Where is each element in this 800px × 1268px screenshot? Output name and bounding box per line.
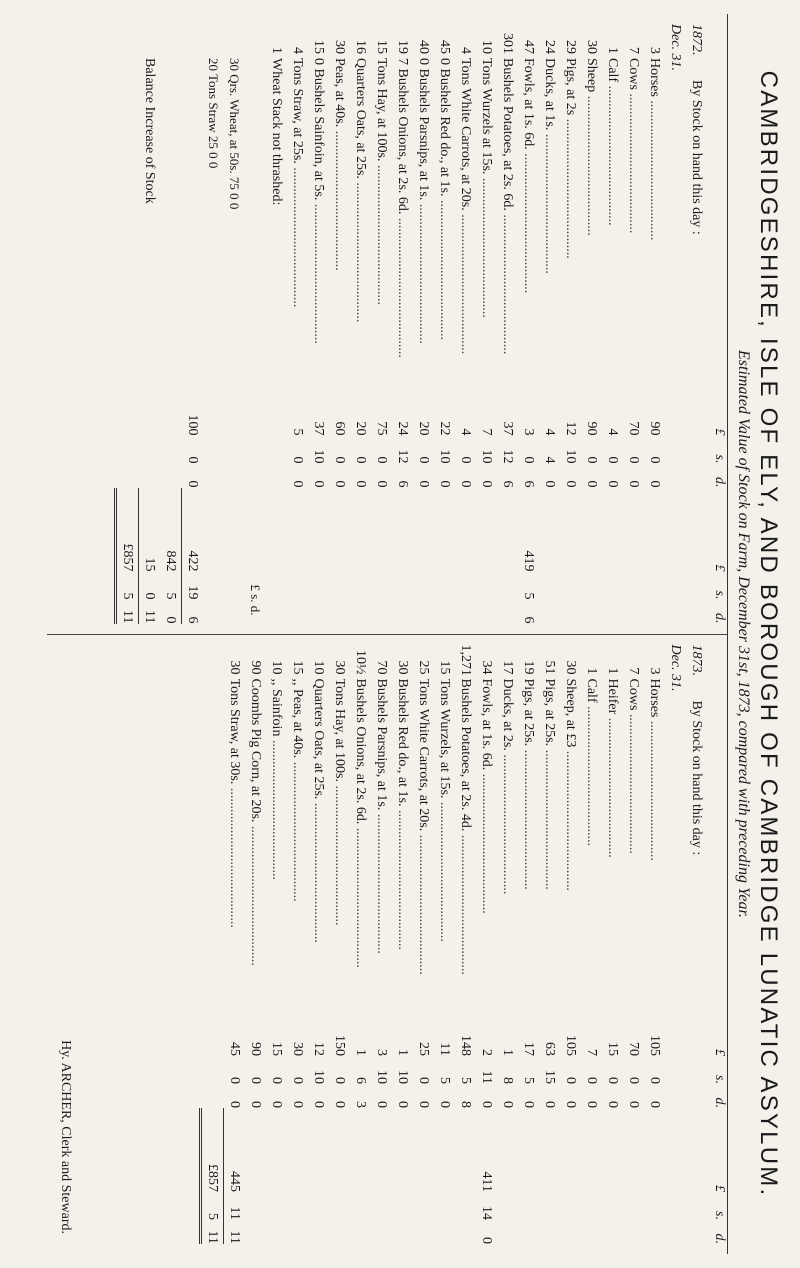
- ledger-row: 1 Calf ........................................ 7 0 0: [581, 645, 602, 1245]
- total-row: [160, 24, 182, 624]
- item-pounds: 60: [332, 421, 347, 436]
- ledger-row: 47 Fowls, at 1s. 6d. ........................................ 3 0 6 419 5 6: [518, 24, 539, 624]
- item-desc: ,, Sainfoin: [269, 678, 284, 737]
- item-pence: 0: [542, 1101, 557, 1108]
- wheat-total-pounds: 100: [185, 414, 200, 436]
- date-line: Dec. 31.: [668, 644, 683, 692]
- item-pounds: 25: [416, 1042, 431, 1056]
- total-shillings: 19: [185, 585, 200, 600]
- item-shillings: 10: [374, 1070, 389, 1084]
- item-qty: 4: [290, 47, 305, 54]
- item-shillings: 0: [353, 456, 368, 464]
- total-row: [139, 24, 160, 624]
- ledger-row: 30 Bushels Red do., at 1s. ........................................ 1 10 0: [392, 645, 413, 1245]
- item-pence: 0: [395, 1101, 410, 1108]
- livestock-list-1872: [518, 24, 665, 624]
- total-pence: 11: [120, 610, 135, 624]
- ledger-row: 19 7 Bushels Onions, at 2s. 6d. ........................................ 24 12 6: [392, 24, 413, 624]
- item-shillings: 0: [269, 1077, 284, 1084]
- ledger-row: 24 Ducks, at 1s. ........................................ 4 4 0: [539, 24, 560, 624]
- item-desc: 0 Bushels Parsnips, at 1s.: [416, 58, 431, 201]
- item-qty: 1: [584, 667, 599, 675]
- item-shillings: 15: [542, 1070, 557, 1084]
- item-shillings: 12: [395, 449, 410, 464]
- item-pounds: 20: [416, 421, 431, 436]
- wheat-total-shillings: 0: [185, 456, 200, 464]
- ledger-row: 30 Tons Hay, at 100s. ........................................ 150 0 0: [329, 645, 350, 1245]
- page-subtitle: Estimated Value of Stock on Farm, December 31st, 1873, compared with preceding Year.: [735, 350, 752, 918]
- item-qty: 15: [311, 40, 326, 54]
- ledger-row: 30 Peas, at 40s. ........................................ 60 0 0: [329, 24, 350, 624]
- total-pence: 0: [163, 616, 178, 624]
- item-pounds: 1: [353, 1049, 368, 1056]
- item-qty: 24: [542, 40, 557, 54]
- wheat-desc: 20 Tons Straw 25 0 0: [206, 58, 221, 169]
- balance-label: Balance Increase of Stock: [142, 58, 157, 204]
- ledger-row: 3 Horses ........................................ 90 0 0: [644, 24, 665, 624]
- wheat-total-pence: 0: [185, 480, 200, 488]
- produce-list-1872: [266, 24, 518, 624]
- totals-1873: [199, 645, 224, 1245]
- stock-heading: 1873. By Stock on hand this day :: [689, 644, 704, 856]
- item-qty: 17: [500, 660, 515, 675]
- item-shillings: 0: [458, 456, 473, 464]
- item-desc: Bushels Parsnips, at 1s.: [374, 678, 389, 811]
- item-desc: Bushels Onions, at 2s. 6d.: [353, 678, 368, 825]
- item-pence: 0: [584, 480, 599, 488]
- item-pounds: 15: [605, 1042, 620, 1056]
- item-desc: Fowls, at 1s. 6d.: [521, 58, 536, 150]
- item-desc: 0 Bushels Red do., at 1s.: [437, 58, 452, 197]
- item-pence: 0: [626, 1101, 641, 1108]
- item-shillings: 0: [248, 1077, 263, 1084]
- wheat-sub-header: £ s. d.: [248, 584, 263, 616]
- item-pence: 0: [647, 1101, 662, 1108]
- item-pounds: 7: [584, 1049, 599, 1056]
- signature: Hy. ARCHER, Clerk and Steward.: [58, 1040, 73, 1234]
- item-pounds: 90: [647, 421, 662, 436]
- item-shillings: 10: [311, 449, 326, 464]
- livestock-list-1873: [476, 645, 665, 1245]
- item-desc: Heifer: [605, 678, 620, 715]
- item-desc: Coombs Pig Corn, at 20s.: [248, 678, 263, 823]
- item-pounds: 63: [542, 1042, 557, 1056]
- item-desc: Tons Straw, at 25s.: [290, 58, 305, 164]
- item-qty: 30: [332, 40, 347, 54]
- item-pence: 0: [479, 1101, 494, 1108]
- ledger-row: 29 Pigs, at 2s ........................................ 12 10 0: [560, 24, 581, 624]
- item-pence: 0: [542, 480, 557, 488]
- item-pounds: 15: [269, 1042, 284, 1056]
- item-desc: Tons White Carrots, at 20s.: [416, 678, 431, 832]
- item-pounds: 148: [458, 1035, 473, 1056]
- item-desc: Sheep, at £3: [563, 678, 578, 748]
- item-pence: 0: [584, 1101, 599, 1108]
- item-pence: 0: [311, 1101, 326, 1108]
- item-shillings: 0: [647, 1077, 662, 1084]
- page-title: CAMBRIDGESHIRE, ISLE OF ELY, AND BOROUGH OF CAMBRIDGE LUNATIC ASYLUM.: [755, 70, 782, 1198]
- item-shillings: 0: [416, 456, 431, 464]
- item-qty: 30: [332, 660, 347, 675]
- total-pence: 6: [521, 616, 536, 624]
- item-pence: 0: [563, 1101, 578, 1108]
- item-desc: Tons Straw, at 30s.: [227, 678, 242, 785]
- item-desc: Quarters Oats, at 25s.: [353, 58, 368, 179]
- item-shillings: 10: [563, 449, 578, 464]
- total-pounds: £857: [205, 1164, 220, 1192]
- item-shillings: 10: [311, 1070, 326, 1084]
- item-qty: 16: [353, 40, 368, 54]
- total-row: [114, 24, 139, 624]
- item-pounds: 75: [374, 421, 389, 436]
- ledger-row: 30 Sheep, at £3 ........................................ 105 0 0: [560, 645, 581, 1245]
- item-desc: 0 Bushels Sainfoin, at 5s.: [311, 58, 326, 201]
- item-pounds: 30: [290, 1042, 305, 1056]
- total-shillings: 5: [163, 592, 178, 600]
- item-qty: 25: [416, 660, 431, 675]
- item-desc: Calf: [605, 58, 620, 83]
- item-qty: 10: [269, 660, 284, 675]
- item-qty: 15: [437, 660, 452, 675]
- item-shillings: 5: [437, 1077, 452, 1084]
- total-shillings: 5: [205, 1213, 220, 1220]
- ledger-row: 10 Quarters Oats, at 25s. ........................................ 12 10 0: [308, 645, 329, 1245]
- item-desc: Horses: [647, 678, 662, 718]
- item-desc: Bushels Potatoes, at 2s. 4d.: [458, 678, 473, 832]
- ledger-row: 1,271 Bushels Potatoes, at 2s. 4d. ........................................ 148 5 8: [455, 645, 476, 1245]
- item-qty: 7: [626, 667, 641, 675]
- item-pounds: 22: [437, 421, 452, 436]
- item-desc: Tons Wurzels at 15s.: [479, 58, 494, 175]
- item-pounds: 70: [626, 421, 641, 436]
- item-pence: 0: [374, 480, 389, 488]
- ledger-row: 3 Horses ........................................ 105 0 0: [644, 645, 665, 1245]
- item-qty: 45: [437, 40, 452, 54]
- ledger-row: 15 Tons Hay, at 100s. ........................................ 75 0 0: [371, 24, 392, 624]
- wheat-items-1872: [182, 24, 266, 624]
- total-shillings: 5: [521, 592, 536, 600]
- item-shillings: 11: [479, 1070, 494, 1084]
- currency-header: £ s. d. £ s. d.: [712, 428, 727, 624]
- ledger-row: 40 0 Bushels Parsnips, at 1s. ........................................ 20 0 0: [413, 24, 434, 624]
- item-qty: 34: [479, 660, 494, 675]
- ledger-row: 1 Calf ........................................ 4 0 0: [602, 24, 623, 624]
- total-shillings: 0: [142, 592, 157, 600]
- item-qty: 4: [458, 47, 473, 54]
- item-pounds: 90: [584, 421, 599, 436]
- produce-list-1873: [224, 645, 476, 1245]
- date-line: Dec. 31.: [668, 24, 683, 72]
- item-desc: Horses: [647, 58, 662, 97]
- item-shillings: 0: [605, 456, 620, 464]
- item-desc: Tons Hay, at 100s.: [374, 58, 389, 162]
- item-pounds: 4: [458, 428, 473, 436]
- item-qty: 30: [395, 660, 410, 675]
- total-pounds: 419: [521, 550, 536, 572]
- item-desc: Fowls, at 1s. 6d.: [479, 678, 494, 771]
- item-pounds: 4: [605, 428, 620, 436]
- item-pence: 0: [458, 480, 473, 488]
- totals-1872: [114, 24, 182, 624]
- ledger-row: 70 Bushels Parsnips, at 1s. ........................................ 3 10 0: [371, 645, 392, 1245]
- item-pounds: 4: [542, 428, 557, 436]
- total-pounds: 411: [479, 1171, 494, 1192]
- item-shillings: 0: [584, 456, 599, 464]
- item-shillings: 0: [521, 456, 536, 464]
- currency-header: £ s. d. £ s. d.: [712, 1049, 727, 1244]
- item-desc: Pigs, at 2s: [563, 58, 578, 116]
- ledger-row: 25 Tons White Carrots, at 20s. ........................................ 25 0 0: [413, 645, 434, 1245]
- ledger-row: 4 Tons Straw, at 25s. ........................................ 5 0 0: [287, 24, 308, 624]
- item-pounds: 11: [437, 1042, 452, 1056]
- column-1872: [47, 14, 727, 635]
- ledger-row: 19 Pigs, at 25s. ........................................ 17 5 0: [518, 645, 539, 1245]
- ledger-row: 7 Cows ........................................ 70 0 0: [623, 24, 644, 624]
- item-pence: 0: [332, 1101, 347, 1108]
- item-qty: 19: [395, 40, 410, 54]
- ledger-row: 15 Tons Wurzels, at 15s. ........................................ 11 5 0: [434, 645, 455, 1245]
- item-pounds: 3: [521, 428, 536, 436]
- item-qty: 19: [521, 660, 536, 675]
- item-pence: 0: [563, 480, 578, 488]
- item-qty: 29: [563, 40, 578, 54]
- item-shillings: 10: [437, 449, 452, 464]
- item-shillings: 0: [605, 1077, 620, 1084]
- item-shillings: 0: [563, 1077, 578, 1084]
- item-pounds: 70: [626, 1042, 641, 1056]
- item-desc: Tons White Carrots, at 20s.: [458, 58, 473, 211]
- item-pounds: 7: [479, 428, 494, 436]
- column-1873: [47, 635, 727, 1255]
- item-pence: 6: [521, 480, 536, 488]
- item-desc: Pigs, at 25s.: [542, 678, 557, 747]
- item-pence: 0: [374, 1101, 389, 1108]
- item-pence: 0: [605, 480, 620, 488]
- item-pounds: 2: [479, 1049, 494, 1056]
- item-pence: 0: [437, 1101, 452, 1108]
- item-qty: 10½: [353, 650, 368, 675]
- item-pence: 0: [605, 1101, 620, 1108]
- item-pence: 0: [227, 1101, 242, 1108]
- item-pence: 0: [269, 1101, 284, 1108]
- item-shillings: 8: [500, 1077, 515, 1084]
- item-pence: 0: [626, 480, 641, 488]
- item-shillings: 0: [626, 1077, 641, 1084]
- total-pounds: 842: [163, 550, 178, 572]
- item-pence: 0: [479, 480, 494, 488]
- total-pence: 11: [205, 1230, 220, 1244]
- item-pounds: 105: [647, 1035, 662, 1056]
- item-qty: 3: [647, 47, 662, 54]
- item-shillings: 5: [521, 1077, 536, 1084]
- total-shillings: 5: [120, 592, 135, 600]
- item-desc: Pigs, at 25s.: [521, 678, 536, 747]
- item-pence: 6: [500, 480, 515, 488]
- item-pence: 0: [248, 1101, 263, 1108]
- item-shillings: 12: [500, 449, 515, 464]
- ledger-row: 90 Coombs Pig Corn, at 20s. ........................................ 90 0 0: [245, 645, 266, 1245]
- ledger-row: 15 0 Bushels Sainfoin, at 5s. ........................................ 37 10 0: [308, 24, 329, 624]
- total-row: [199, 645, 224, 1245]
- item-pence: 0: [353, 480, 368, 488]
- item-shillings: 0: [647, 456, 662, 464]
- item-shillings: 0: [584, 1077, 599, 1084]
- wheat-total-row: [182, 24, 203, 624]
- item-shillings: 0: [332, 1077, 347, 1084]
- ledger-row: 51 Pigs, at 25s. ........................................ 63 15 0: [539, 645, 560, 1245]
- item-qty: 10: [479, 40, 494, 54]
- item-qty: 1: [605, 47, 620, 54]
- item-shillings: 0: [332, 456, 347, 464]
- item-qty: 7: [626, 47, 641, 54]
- ledger-columns: [47, 14, 727, 1254]
- item-qty: 1: [269, 47, 284, 54]
- total-pounds: £857: [120, 543, 135, 572]
- title-rule: [727, 14, 728, 1254]
- total-pence: 0: [479, 1237, 494, 1244]
- item-shillings: 5: [458, 1077, 473, 1084]
- item-desc: 7 Bushels Onions, at 2s. 6d.: [395, 58, 410, 215]
- item-shillings: 6: [353, 1077, 368, 1084]
- item-qty: 30: [563, 660, 578, 675]
- item-shillings: 0: [374, 456, 389, 464]
- item-shillings: 0: [416, 1077, 431, 1084]
- ledger-row: 17 Ducks, at 2s. ........................................ 1 8 0: [497, 645, 518, 1245]
- ledger-row: 1 Heifer ........................................ 15 0 0: [602, 645, 623, 1245]
- ledger-row: 16 Quarters Oats, at 25s. ........................................ 20 0 0: [350, 24, 371, 624]
- item-pounds: 45: [227, 1042, 242, 1056]
- item-pence: 6: [395, 480, 410, 488]
- ledger-row: 10 Tons Wurzels at 15s. ........................................ 7 10 0: [476, 24, 497, 624]
- item-desc: Bushels Red do., at 1s.: [395, 678, 410, 807]
- stock-heading: 1872. By Stock on hand this day :: [689, 24, 704, 235]
- item-desc: Wheat Stack not thrashed:: [269, 58, 284, 206]
- item-shillings: 0: [626, 456, 641, 464]
- total-shillings: 11: [227, 1206, 242, 1220]
- item-desc: Ducks, at 2s.: [500, 678, 515, 751]
- total-shillings: 14: [479, 1206, 494, 1220]
- item-qty: 301: [500, 33, 515, 54]
- item-shillings: 10: [479, 449, 494, 464]
- item-shillings: 10: [395, 1070, 410, 1084]
- item-pence: 0: [647, 480, 662, 488]
- item-pence: 0: [416, 480, 431, 488]
- item-pence: 0: [437, 480, 452, 488]
- item-pence: 0: [290, 1101, 305, 1108]
- item-shillings: 4: [542, 456, 557, 464]
- ledger-row: 30 Tons Straw, at 30s. ........................................ 45 0 0 445 11 11: [224, 645, 245, 1245]
- item-pounds: 1: [500, 1049, 515, 1056]
- item-pence: 8: [458, 1101, 473, 1108]
- ledger-row: 4 Tons White Carrots, at 20s. ........................................ 4 0 0: [455, 24, 476, 624]
- item-desc: Cows: [626, 58, 641, 90]
- item-qty: 30: [227, 660, 242, 675]
- ledger-row: 45 0 Bushels Red do., at 1s. ........................................ 22 10 0: [434, 24, 455, 624]
- item-pounds: 3: [374, 1049, 389, 1056]
- item-desc: Cows: [626, 678, 641, 711]
- item-qty: 15: [290, 660, 305, 675]
- total-pence: 11: [142, 610, 157, 624]
- item-desc: Tons Hay, at 100s.: [332, 678, 347, 782]
- item-desc: Calf: [584, 678, 599, 703]
- ledger-row: 301 Bushels Potatoes, at 2s. 6d. ........................................ 37 12 6: [497, 24, 518, 624]
- item-qty: 10: [311, 660, 326, 675]
- wheat-row: [224, 24, 245, 624]
- item-qty: 1: [605, 667, 620, 675]
- item-qty: 51: [542, 660, 557, 675]
- item-desc: Sheep: [584, 58, 599, 93]
- total-pence: 11: [227, 1230, 242, 1244]
- item-pounds: 5: [290, 428, 305, 436]
- item-pence: 0: [290, 480, 305, 488]
- item-pounds: 12: [563, 421, 578, 436]
- item-qty: 70: [374, 660, 389, 675]
- ledger-row: 10½ Bushels Onions, at 2s. 6d. ........................................ 1 6 3: [350, 645, 371, 1245]
- wheat-desc: 30 Qrs. Wheat, at 50s. 75 0 0: [227, 58, 242, 210]
- item-qty: 1,271: [458, 644, 473, 676]
- item-pence: 0: [521, 1101, 536, 1108]
- item-pence: 0: [500, 1101, 515, 1108]
- item-pence: 0: [416, 1101, 431, 1108]
- ledger-row: [266, 24, 287, 624]
- item-qty: 15: [374, 40, 389, 54]
- item-desc: ,, Peas, at 40s.: [290, 678, 305, 759]
- item-pounds: 17: [521, 1042, 536, 1056]
- ledger-row: 7 Cows ........................................ 70 0 0: [623, 645, 644, 1245]
- item-desc: Tons Wurzels, at 15s.: [437, 678, 452, 799]
- item-pounds: 150: [332, 1035, 347, 1056]
- item-pounds: 24: [395, 421, 410, 436]
- total-pounds: 445: [227, 1171, 242, 1192]
- item-shillings: 0: [290, 1077, 305, 1084]
- item-qty: 30: [584, 40, 599, 54]
- item-qty: 40: [416, 40, 431, 54]
- total-pounds: 15: [142, 557, 157, 572]
- item-desc: Quarters Oats, at 25s.: [311, 678, 326, 800]
- ledger-row: 34 Fowls, at 1s. 6d. ........................................ 2 11 0 411 14 0: [476, 645, 497, 1245]
- item-desc: Ducks, at 1s.: [542, 58, 557, 131]
- item-qty: 47: [521, 40, 536, 54]
- item-qty: 90: [248, 660, 263, 675]
- item-shillings: 0: [290, 456, 305, 464]
- item-pounds: 37: [311, 421, 326, 436]
- item-pence: 0: [311, 480, 326, 488]
- item-desc: Peas, at 40s.: [332, 58, 347, 128]
- ledger-row: 30 Sheep ........................................ 90 0 0: [581, 24, 602, 624]
- item-pence: 3: [353, 1101, 368, 1108]
- item-pounds: 12: [311, 1042, 326, 1056]
- item-pounds: 1: [395, 1049, 410, 1056]
- item-shillings: 0: [227, 1077, 242, 1084]
- total-pence: 6: [185, 616, 200, 624]
- item-pounds: 90: [248, 1042, 263, 1056]
- item-desc: Bushels Potatoes, at 2s. 6d.: [500, 58, 515, 211]
- ledger-row: 10 ,, Sainfoin ........................................ 15 0 0: [266, 645, 287, 1245]
- item-qty: 3: [647, 667, 662, 675]
- wheat-row: [203, 24, 224, 624]
- ledger-row: 15 ,, Peas, at 40s. ........................................ 30 0 0: [287, 645, 308, 1245]
- total-pounds: 422: [185, 550, 200, 572]
- item-pounds: 37: [500, 421, 515, 436]
- item-pence: 0: [332, 480, 347, 488]
- item-pounds: 105: [563, 1035, 578, 1056]
- item-pounds: 20: [353, 421, 368, 436]
